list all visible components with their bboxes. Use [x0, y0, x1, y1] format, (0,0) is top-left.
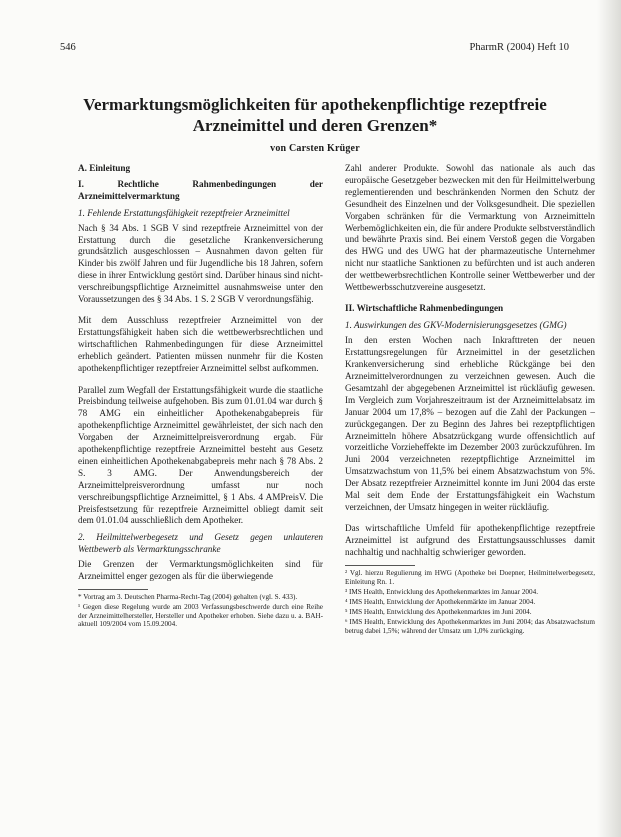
journal-reference: PharmR (2004) Heft 10: [469, 42, 569, 53]
page-number: 546: [60, 42, 76, 53]
left-column: [78, 163, 323, 630]
footnote: ⁵ IMS Health, Entwicklung des Apothekenmarktes im Juni 2004.: [345, 607, 532, 616]
title-line: Vermarktungsmöglichkeiten für apothekenpflichtige rezeptfreie: [83, 95, 547, 114]
paragraph: Zahl anderer Produkte. Sowohl das nationale als auch das europäische Gesetzgeber bezwecken mit den für Heilmittelwerbung reglementierenden und beschränkenden Normen den Schutz der Gesundheit des Einzelnen und der Volksgesundheit. Die speziellen Vorgaben schränken für die Vermarktung von Arzneimitteln Werbemöglichkeiten ein, die für andere Produkte selbstverständlich und bewährte Praxis sind. Bei einem Verstoß gegen die Vorgaben des HWG und des UWG hat der pharmazeutische Unternehmer nicht nur staatliche Sanktionen zu befürchten und ist auch anderen der wettbewerbsrechtlichen Kontrolle seiner Wettbewerber und der Wettbewerbsschutzvereine ausgesetzt.: [345, 163, 595, 293]
article-title: [60, 94, 570, 136]
paragraph: In den ersten Wochen nach Inkrafttreten der neuen Erstattungsregelungen für Arzneimittel in der gesetzlichen Krankenversicherung sind erhebliche Rückgänge bei den Arzneimittelverordnungen zu verzeichnen gewesen. Auch die Gesamtzahl der abgegebenen Arzneimittel ist rückläufig gewesen. Im Vergleich zum Vorjahreszeitraum ist der Arzneimittelabsatz im Januar 2004 um 17,8% – bezogen auf die Zahl der Packungen – zurückgegangen. Der zu Beginn des Jahres bei rezeptpflichtigen Arzneimitteln höhere Absatzrückgang wurde offensichtlich auf vorzeitliche Vorzieheffekte im Dezember 2003 zurückzuführen. Im Juni 2004 verzeichneten rezeptpflichtige Arzneimittel im Umsatzwachstum von 11,5% bei einem Absatzwachstum von 5%. Der Absatz rezeptfreier Arzneimittel konnte im Juni 2004 das erste Mal seit dem Ende der Erstattungsfähigkeit ein Wachstum verzeichnen, der Umsatz hingegen in weiter rückläufig.: [345, 335, 595, 512]
section-heading: A. Einleitung: [78, 163, 131, 173]
paragraph: Mit dem Ausschluss rezeptfreier Arzneimittel von der Erstattungsfähigkeit haben sich die wettbewerbsrechtlichen und wirtschaftlichen Rahmenbedingungen für diese Arzneimittel erheblich geändert. Patienten müssen nunmehr für die Kosten apothekenpflichtiger rezeptfreier Arzneimittel selbst aufkommen.: [78, 315, 323, 374]
right-column: [345, 163, 595, 637]
paragraph: Nach § 34 Abs. 1 SGB V sind rezeptfreie Arzneimittel von der Erstattung durch die gesetzliche Krankenversicherung grundsätzlich ausgeschlossen – Ausnahmen davon gelten für Kinder bis zwölf Jahren und für Jugendliche bis 18 Jahren, sofern diese in ihrer Entwicklung gestört sind. Darüber hinaus sind nicht-verschreibungspflichtige Arzneimittel ausnahmsweise unter den Voraussetzungen des § 34 Abs. 1 S. 2 SGB V verordnungsfähig.: [78, 222, 323, 305]
paragraph: Parallel zum Wegfall der Erstattungsfähigkeit wurde die staatliche Preisbindung teilweise aufgehoben. Bis zum 01.01.04 war durch § 78 AMG ein einheitlicher Apothekenabgabepreis für apothekenpflichtige Arzneimittel gewährleistet, der sich nach den Vorgaben der Arzneimittelpreisverordnung ergab. Für apothekenpflichtige rezeptfreie Arzneimittel besteht aus Gesetz einen einheitlichen Apothekenabgabepreis mehr nach § 78 Abs. 2 S. 3 AMG. Der Anwendungsbereich der Arzneimittelpreisverordnung umfasst nur noch verschreibungspflichtige Arzneimittel, § 1 Abs. 4 AMPreisV. Die Preisfestsetzung für rezeptfreie Arzneimittel obliegt damit seit dem 01.01.04 ausschließlich dem Apotheker.: [78, 384, 323, 526]
paragraph: Das wirtschaftliche Umfeld für apothekenpflichtige rezeptfreie Arzneimittel ist aufgrund des Erstattungsausschlusses damit nachhaltig und nachhaltig schwieriger geworden.: [345, 523, 595, 558]
footnote: ² Vgl. hierzu Regulierung im HWG (Apotheke bei Doepner, Heilmittelwerbegesetz, Einleitung Rn. 1.: [345, 569, 595, 586]
footnote: ³ IMS Health, Entwicklung des Apothekenmarktes im Januar 2004.: [345, 587, 538, 596]
title-line: Arzneimittel und deren Grenzen*: [192, 116, 438, 135]
section-heading: I. Rechtliche Rahmenbedingungen der Arzneimittelvermarktung: [78, 178, 323, 201]
author-line: von Carsten Krüger: [270, 143, 360, 154]
footnote: ⁴ IMS Health, Entwicklung der Apothekenmärkte im Januar 2004.: [345, 597, 536, 606]
subsection-heading: 2. Heilmittelwerbegesetz und Gesetz gegen unlauteren Wettbewerb als Vermarktungsschranke: [78, 532, 323, 555]
section-heading: II. Wirtschaftliche Rahmenbedingungen: [345, 303, 504, 314]
footnote: ¹ Gegen diese Regelung wurde am 2003 Verfassungsbeschwerde durch eine Reihe der Arzneimittelhersteller, Hersteller und Apotheker erhoben. Siehe dazu u. a. BAH-aktuell 109/2004 vom 15.09.2004.: [78, 603, 323, 629]
footnote-divider: [345, 565, 415, 566]
subsection-heading: 1. Auswirkungen des GKV-Modernisierungsgesetzes (GMG): [345, 320, 567, 331]
footnote: ⁶ IMS Health, Entwicklung des Apothekenmarktes im Juni 2004; das Absatzwachstum betrug dabei 1,5%; während der Umsatz um 1,0% zurückging.: [345, 618, 595, 635]
page-edge-shadow: [597, 0, 621, 837]
subsection-heading: 1. Fehlende Erstattungsfähigkeit rezeptfreier Arzneimittel: [78, 207, 290, 218]
paragraph: Die Grenzen der Vermarktungsmöglichkeiten sind für Arzneimittel enger gezogen als für die überwiegende: [78, 559, 323, 582]
footnote-divider: [78, 589, 148, 590]
footnote: * Vortrag am 3. Deutschen Pharma-Recht-Tag (2004) gehalten (vgl. S. 433).: [78, 593, 298, 601]
